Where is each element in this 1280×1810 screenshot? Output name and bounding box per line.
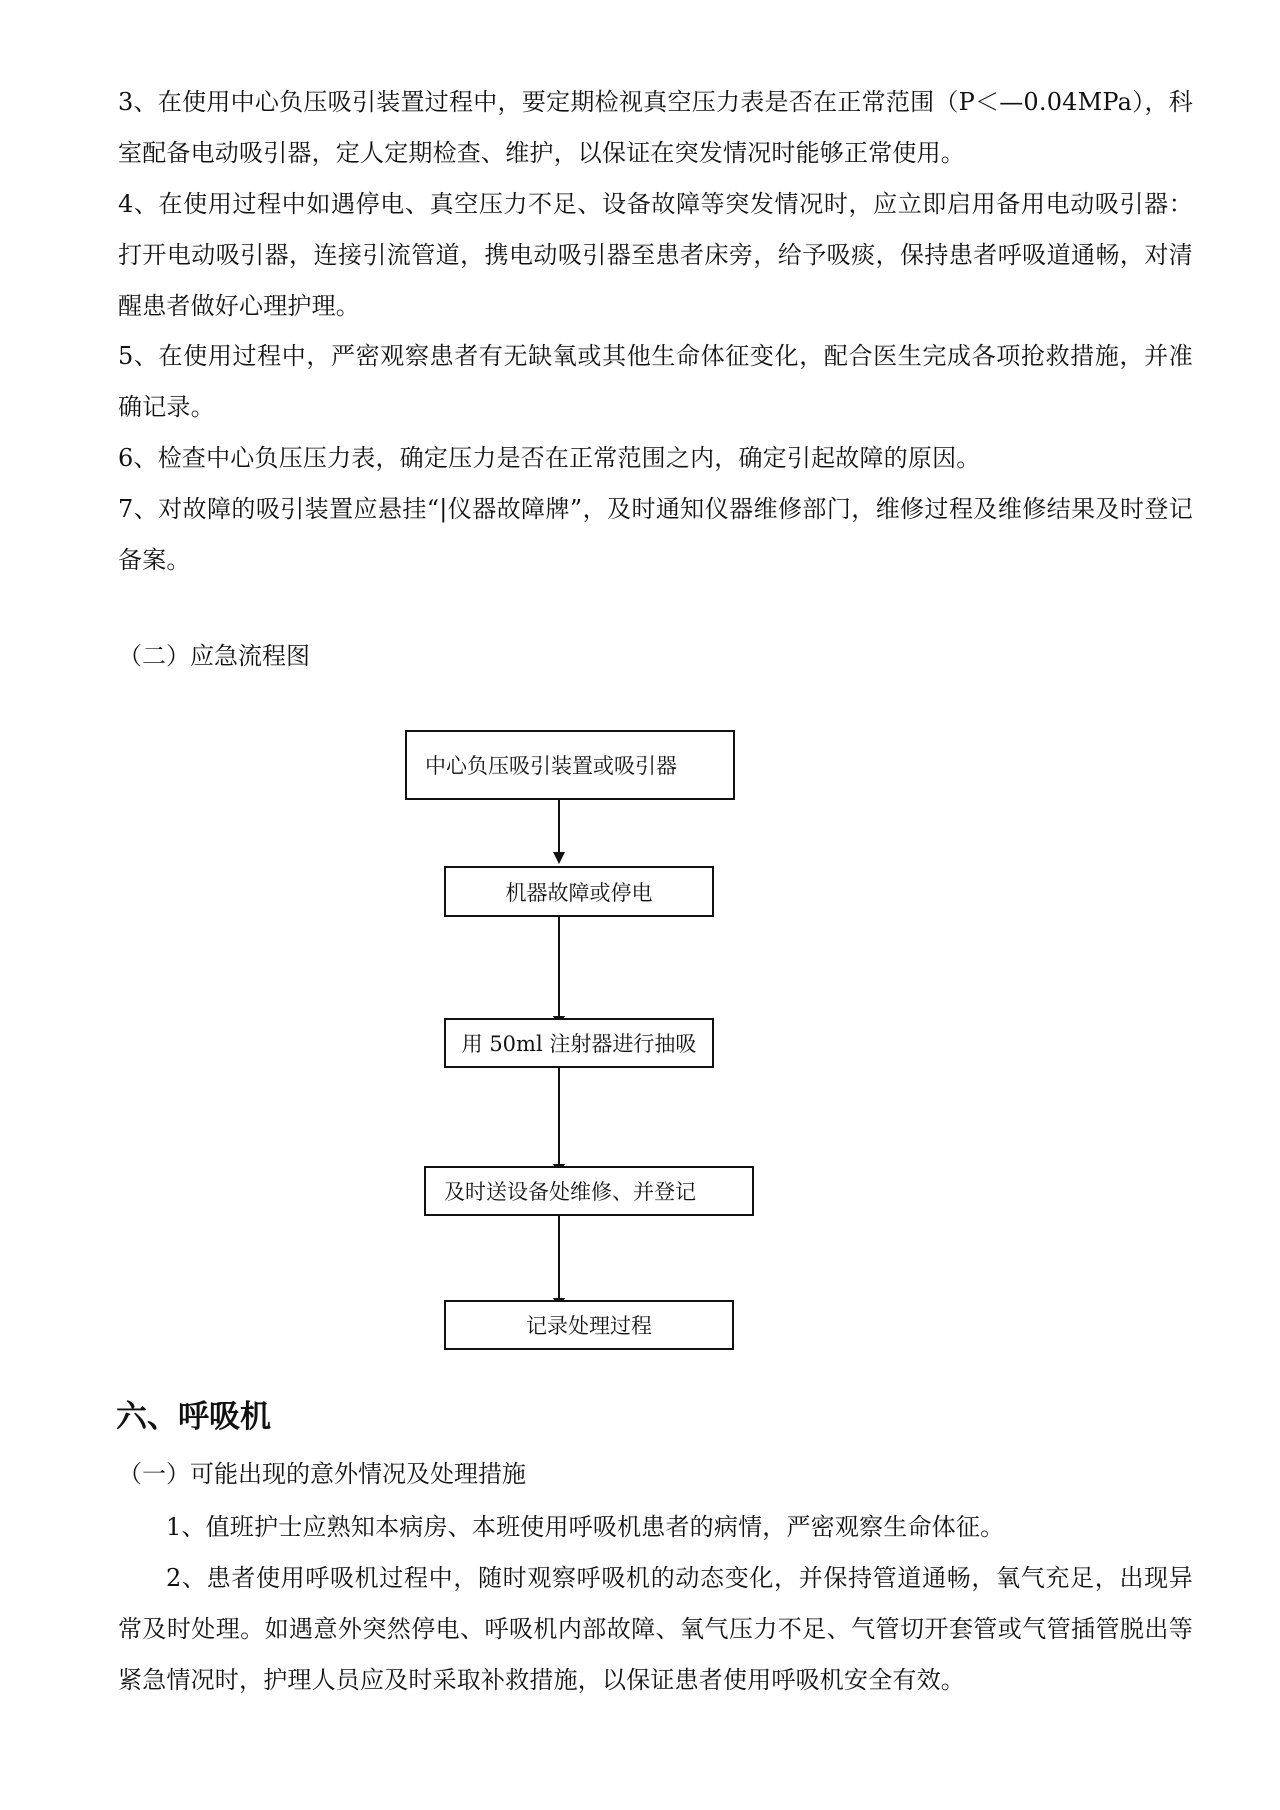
flow-step-1-label: 中心负压吸引装置或吸引器	[425, 754, 677, 778]
flow-step-2	[444, 866, 714, 917]
flow-arrow-2	[558, 917, 560, 1016]
flowchart-heading: （二）应急流程图	[118, 642, 310, 670]
section-item-2: 2、患者使用呼吸机过程中，随时观察呼吸机的动态变化，并保持管道通畅，氧气充足，出现异常及时处理。如遇意外突然停电、呼吸机内部故障、氧气压力不足、气管切开套管或气管插管脱出等紧急情况时，护理人员应及时采取补救措施，以保证患者使用呼吸机安全有效。	[118, 1564, 1193, 1694]
flow-step-3	[444, 1018, 714, 1068]
flow-arrow-4	[558, 1216, 560, 1300]
flow-step-4	[424, 1166, 754, 1216]
paragraph-item-3: 3、在使用中心负压吸引装置过程中，要定期检视真空压力表是否在正常范围（P＜—0.04MPa），科室配备电动吸引器，定人定期检查、维护，以保证在突发情况时能够正常使用。	[118, 88, 1193, 167]
section-subheading: （一）可能出现的意外情况及处理措施	[118, 1460, 526, 1488]
paragraph-item-7: 7、对故障的吸引装置应悬挂“|仪器故障牌”，及时通知仪器维修部门，维修过程及维修结果及时登记备案。	[118, 495, 1193, 574]
flow-step-5	[444, 1300, 734, 1350]
section-item-1: 1、值班护士应熟知本病房、本班使用呼吸机患者的病情，严密观察生命体征。	[166, 1513, 1005, 1541]
flow-step-3-label: 用 50ml 注射器进行抽吸	[461, 1032, 697, 1056]
flow-arrow-1	[558, 800, 560, 852]
flow-arrow-3	[558, 1068, 560, 1164]
flow-step-2-label: 机器故障或停电	[505, 880, 653, 905]
paragraph-item-6: 6、检查中心负压压力表，确定压力是否在正常范围之内，确定引起故障的原因。	[118, 444, 981, 472]
flow-step-4-label: 及时送设备处维修、并登记	[444, 1180, 696, 1204]
flow-step-5-label: 记录处理过程	[526, 1314, 652, 1338]
flow-step-1	[405, 730, 735, 800]
flow-arrow-1-head	[553, 852, 565, 864]
section-title: 六、呼吸机	[116, 1399, 271, 1435]
paragraph-item-4: 4、在使用过程中如遇停电、真空压力不足、设备故障等突发情况时，应立即启用备用电动吸引器：打开电动吸引器，连接引流管道，携电动吸引器至患者床旁，给予吸痰，保持患者呼吸道通畅，对清醒患者做好心理护理。	[118, 190, 1193, 320]
paragraph-item-5: 5、在使用过程中，严密观察患者有无缺氧或其他生命体征变化，配合医生完成各项抢救措施，并准确记录。	[118, 342, 1193, 421]
